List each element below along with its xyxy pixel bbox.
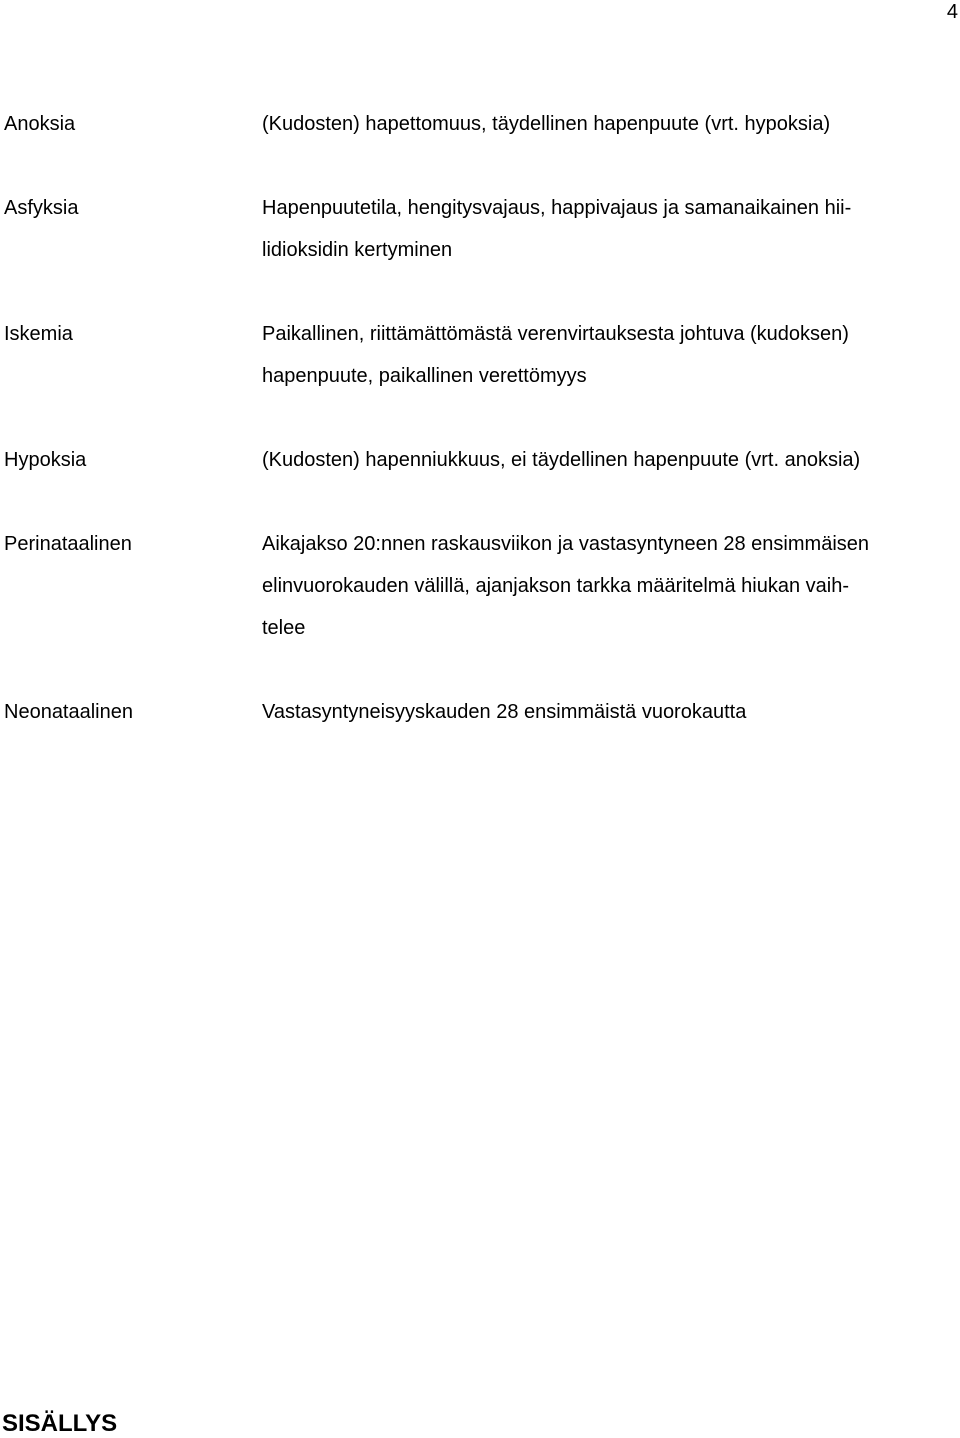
glossary-entry-perinataalinen [0,523,960,649]
definition-line: (Kudosten) hapenniukkuus, ei täydellinen hapenpuute (vrt. anoksia) [262,449,861,471]
definition-line: Hapenpuutetila, hengitysvajaus, happivajaus ja samanaikainen hii- [262,197,852,219]
glossary-entry-hypoksia [0,439,960,481]
definition-line: hapenpuute, paikallinen verettömyys [262,365,587,387]
definition-line: telee [262,617,306,639]
definition-line: lidioksidin kertyminen [262,239,453,261]
glossary-entry-asfyksia [0,187,960,271]
section-heading-contents: SISÄLLYS [2,1410,118,1437]
glossary-definition [262,187,958,271]
glossary-definition [262,103,958,145]
glossary-definition [262,313,958,397]
glossary-term: Iskemia [4,323,73,345]
glossary-definition [262,691,958,733]
definition-line: elinvuorokauden välillä, ajanjakson tarkka määritelmä hiukan vaih- [262,575,849,597]
glossary-term: Anoksia [4,113,76,135]
definition-line: Vastasyntyneisyyskauden 28 ensimmäistä vuorokautta [262,701,747,723]
page-number: 4 [946,1,958,23]
glossary-list [0,103,960,733]
glossary-entry-neonataalinen [0,691,960,733]
definition-line: Paikallinen, riittämättömästä verenvirtauksesta johtuva (kudoksen) [262,323,849,345]
glossary-definition [262,439,958,481]
glossary-term: Neonataalinen [4,701,133,723]
glossary-term: Asfyksia [4,197,79,219]
glossary-definition [262,523,958,649]
glossary-term: Perinataalinen [4,533,132,555]
glossary-entry-iskemia [0,313,960,397]
definition-line: (Kudosten) hapettomuus, täydellinen hapenpuute (vrt. hypoksia) [262,113,831,135]
glossary-term: Hypoksia [4,449,87,471]
definition-line: Aikajakso 20:nnen raskausviikon ja vastasyntyneen 28 ensimmäisen [262,533,870,555]
glossary-entry-anoksia [0,103,960,145]
